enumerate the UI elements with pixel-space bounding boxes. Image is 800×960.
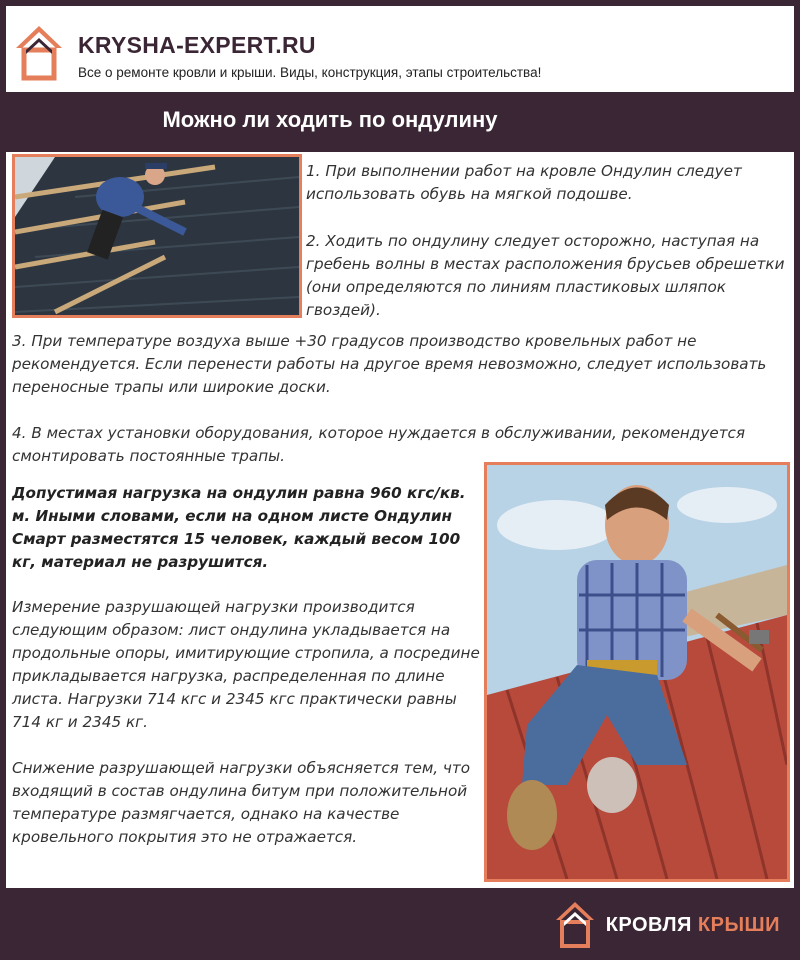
footer-word-roofing: КРОВЛЯ xyxy=(605,913,692,936)
house-logo-icon[interactable] xyxy=(14,24,64,82)
footer-brand-text xyxy=(606,914,780,937)
house-logo-icon xyxy=(554,900,596,950)
roofer-hammering-photo xyxy=(484,462,790,882)
paragraph-load-measurement: Измерение разрушающей нагрузки производится следующим образом: лист ондулина укладывается на продольные опоры, имитирующие стропила, а посредине прикладывается нагрузка, распределенная по длине листа. Нагрузки 714 кгс и 2345 кгс практически равны 714 кг и 2345 кг. xyxy=(12,598,480,731)
footer-logo[interactable] xyxy=(554,900,780,950)
title-bar xyxy=(6,92,654,148)
site-header xyxy=(6,6,794,92)
site-name[interactable]: KRYSHA-EXPERT.RU xyxy=(78,32,316,58)
roofer-walking-photo xyxy=(12,154,302,318)
paragraph-walk-on-ridge: 2. Ходить по ондулину следует осторожно, наступая на гребень волны в местах расположения брусьев обрешетки (они определяются по линиям пластиковых шляпок гвоздей). xyxy=(306,232,785,319)
paragraph-load-limit: Допустимая нагрузка на ондулин равна 960 кгс/кв. м. Иными словами, если на одном листе Ондулин Смарт разместятся 15 человек, каждый весом 100 кг, материал не разрушится. xyxy=(12,484,466,571)
paragraph-permanent-ladders: 4. В местах установки оборудования, которое нуждается в обслуживании, рекомендуется смонтировать постоянные трапы. xyxy=(12,424,746,465)
paragraph-temperature: 3. При температуре воздуха выше +30 градусов производство кровельных работ не рекомендуется. Если перенести работы на другое время невозможно, следует использовать переносные трапы или широкие доски. xyxy=(12,332,767,396)
paragraph-soft-shoes: 1. При выполнении работ на кровле Ондулин следует использовать обувь на мягкой подошве. xyxy=(306,162,742,203)
paragraph-load-reduction: Снижение разрушающей нагрузки объясняется тем, что входящий в состав ондулина битум при положительной температуре размягчается, однако на качестве кровельного покрытия это не отражается. xyxy=(12,759,471,846)
page-title: Можно ли ходить по ондулину xyxy=(162,107,498,132)
article-content xyxy=(6,152,794,888)
footer-word-roofs: КРЫШИ xyxy=(697,913,780,936)
site-tagline: Все о ремонте кровли и крыши. Виды, конструкция, этапы строительства! xyxy=(78,65,542,80)
